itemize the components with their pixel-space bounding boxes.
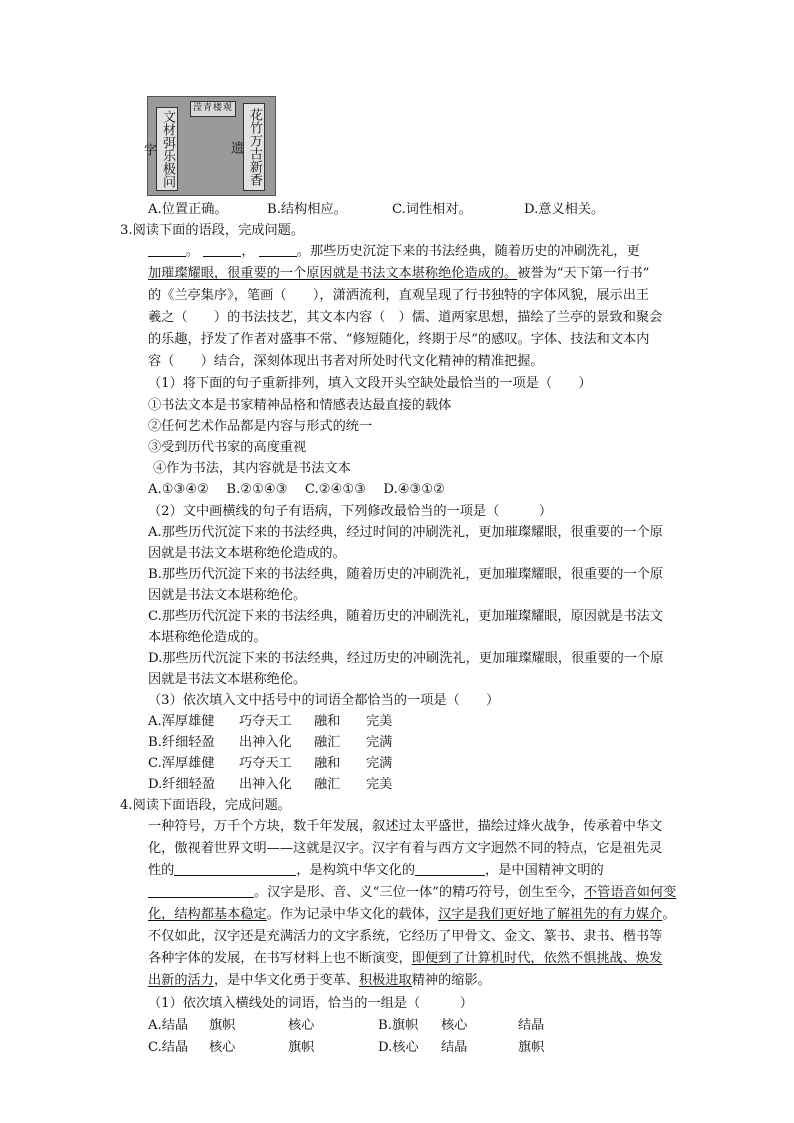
q3-sentence-1: ①书法文本是书家精神品格和情感表达最直接的载体 [148, 398, 452, 413]
q4-para-line-4: 。汉字是形、音、义“三位一体”的精巧符号，创生至今，不管语音如何变 [148, 884, 676, 902]
q3-sub2-option-d-line1: D.那些历代沉淀下来的书法经典，经过历史的冲刷洗礼，更加璀璨耀眼，很重要的一个原 [148, 651, 664, 666]
q4-option-c-w3: 旗帜 [288, 1040, 315, 1055]
q4-para-line-3: 性的 ，是构筑中华文化的 ，是中国精神文明的 [148, 863, 604, 878]
q3-para-line-1: 。 ， 。那些历史沉淀下来的书法经典，随着历史的冲刷洗礼，更 [148, 243, 640, 261]
q4-option-d-w2: 结晶 [441, 1040, 468, 1055]
q3-sub1-stem: （1）将下面的句子重新排列，填入文段开头空缺处最恰当的一项是（ ） [148, 376, 592, 391]
q3-sub3-option-d-w1: D.纤细轻盈 [148, 777, 216, 792]
q3-sub3-option-a-w3: 融和 [314, 714, 341, 729]
q3-sub2-option-d-line2: 因就是书法文本堪称绝伦。 [148, 672, 307, 687]
q4-option-a-w3: 核心 [288, 1018, 315, 1033]
q3-sub3-option-a-w2: 巧夺天工 [239, 714, 292, 729]
q3-sub2-option-a-line2: 因就是书法文本堪称绝伦造成的。 [148, 546, 346, 561]
q2-option-b: B.结构相应。 [267, 202, 347, 217]
q3-sentence-2: ②任何艺术作品都是内容与形式的统一 [148, 419, 373, 434]
q4-option-a-w2: 旗帜 [209, 1018, 236, 1033]
q4-para-line-8: 出新的活力，是中华文化勇于变革、积极进取精神的缩影。 [148, 973, 491, 988]
q2-option-a: A.位置正确。 [148, 202, 228, 217]
q3-sub3-option-c-w1: C.浑厚雄健 [148, 756, 215, 771]
q3-sub3-option-a-w1: A.浑厚雄健 [148, 714, 215, 729]
q4-para-line-7: 各种字体的发展，在书写材料上也不断演变，即便到了计算机时代，依然不惧挑战、焕发 [148, 951, 663, 966]
q3-sub2-option-c-line2: 本堪称绝伦造成的。 [148, 630, 267, 645]
q3-sub3-option-a-w4: 完美 [366, 714, 393, 729]
q4-para-line-6: 不仅如此，汉字还是充满活力的文字系统，它经历了甲骨文、金文、篆书、隶书、楷书等 [148, 929, 663, 944]
q3-sub1-options: A.①③④② B.②①④③ C.②④①③ D.④③①② [148, 482, 446, 497]
q3-sub2-stem: （2）文中画横线的句子有语病，下列修改最恰当的一项是（ ） [148, 504, 553, 519]
q4-para-line-2: 化，傲视着世界文明——这就是汉字。汉字有着与西方文字迥然不同的特点，它是祖先灵 [148, 841, 663, 856]
q4-para-line-5: 化，结构都基本稳定。作为记录中华文化的载体，汉字是我们更好地了解祖先的有力媒介。 [148, 907, 676, 922]
calligraphy-couplet-image [141, 96, 276, 196]
q4-option-a-w1: A.结晶 [148, 1018, 189, 1033]
q3-para-line-3: 的《兰亭集序》，笔画（ ），潇洒流利，直观呈现了行书独特的字体风貌，展示出王 [148, 288, 650, 303]
q3-sub2-option-a-line1: A.那些历代沉淀下来的书法经典，经过时间的冲刷洗礼，更加璀璨耀眼，很重要的一个原 [148, 525, 663, 540]
q3-para-line-6: 容（ ）结合，深刻体现出书者对所处时代文化精神的精准把握。 [148, 354, 544, 369]
q3-sub3-option-d-w2: 出神入化 [239, 777, 292, 792]
q3-underlined-sentence: 加璀璨耀眼，很重要的一个原因就是书法文本堪称绝伦造成的。 [148, 266, 518, 281]
couplet-horizontal-scroll: 滢青楼观 [190, 101, 236, 117]
q3-title: 3.阅读下面的语段，完成问题。 [120, 223, 305, 238]
q3-sub3-option-b-w1: B.纤细轻盈 [148, 735, 215, 750]
q3-sub2-option-b-line1: B.那些历代沉淀下来的书法经典，随着历史的冲刷洗礼，更加璀璨耀眼，很重要的一个原 [148, 567, 664, 582]
q3-sentence-4: ④作为书法，其内容就是书法文本 [153, 461, 351, 476]
couplet-left-scroll: 文材弭乐极问字 [156, 107, 178, 191]
q3-sub2-option-b-line2: 因就是书法文本堪称绝伦。 [148, 588, 307, 603]
q3-sentence-3: ③受到历代书家的高度重视 [148, 440, 307, 455]
q4-option-c-w2: 核心 [209, 1040, 236, 1055]
couplet-right-scroll: 花竹万古新香遗 [243, 103, 265, 191]
q4-title: 4.阅读下面语段，完成问题。 [120, 798, 291, 813]
q4-option-d-w3: 旗帜 [518, 1040, 545, 1055]
q3-sub2-option-c-line1: C.那些历代沉淀下来的书法经典，随着历史的冲刷洗礼，更加璀璨耀眼，原因就是书法文 [148, 609, 663, 624]
q3-sub3-option-c-w3: 融和 [314, 756, 341, 771]
q3-para-line-2: 加璀璨耀眼，很重要的一个原因就是书法文本堪称绝伦造成的。被誉为“天下第一行书” [148, 266, 650, 281]
q3-sub3-option-c-w2: 巧夺天工 [239, 756, 292, 771]
q4-option-c-w1: C.结晶 [148, 1040, 189, 1055]
q3-sub3-option-d-w4: 完美 [366, 777, 393, 792]
q3-sub3-option-b-w3: 融汇 [314, 735, 341, 750]
q4-option-b-w1: B.旗帜 [378, 1018, 419, 1033]
q4-option-b-w3: 结晶 [518, 1018, 545, 1033]
q4-sub1-stem: （1）依次填入横线处的词语，恰当的一组是（ ） [148, 996, 473, 1011]
q3-para-line-4: 羲之（ ）的书法技艺，其文本内容（ ）儒、道两家思想，描绘了兰亭的景致和聚会 [148, 310, 663, 325]
q4-option-b-w2: 核心 [441, 1018, 468, 1033]
q2-option-c: C.词性相对。 [392, 202, 472, 217]
q3-sub3-option-b-w2: 出神入化 [239, 735, 292, 750]
q3-para-line-5: 的乐趣，抒发了作者对盛事不常、“修短随化，终期于尽”的感叹。字体、技法和文本内 [148, 332, 650, 347]
q3-sub3-option-b-w4: 完满 [366, 735, 393, 750]
q4-option-d-w1: D.核心 [378, 1040, 419, 1055]
q3-sub3-stem: （3）依次填入文中括号中的词语全都恰当的一项是（ ） [148, 693, 500, 708]
q4-para-line-1: 一种符号，万千个方块，数千年发展，叙述过太平盛世，描绘过烽火战争，传承着中华文 [148, 819, 663, 834]
q2-option-d: D.意义相关。 [524, 202, 605, 217]
q3-sub3-option-d-w3: 融汇 [314, 777, 341, 792]
q3-sub3-option-c-w4: 完满 [366, 756, 393, 771]
